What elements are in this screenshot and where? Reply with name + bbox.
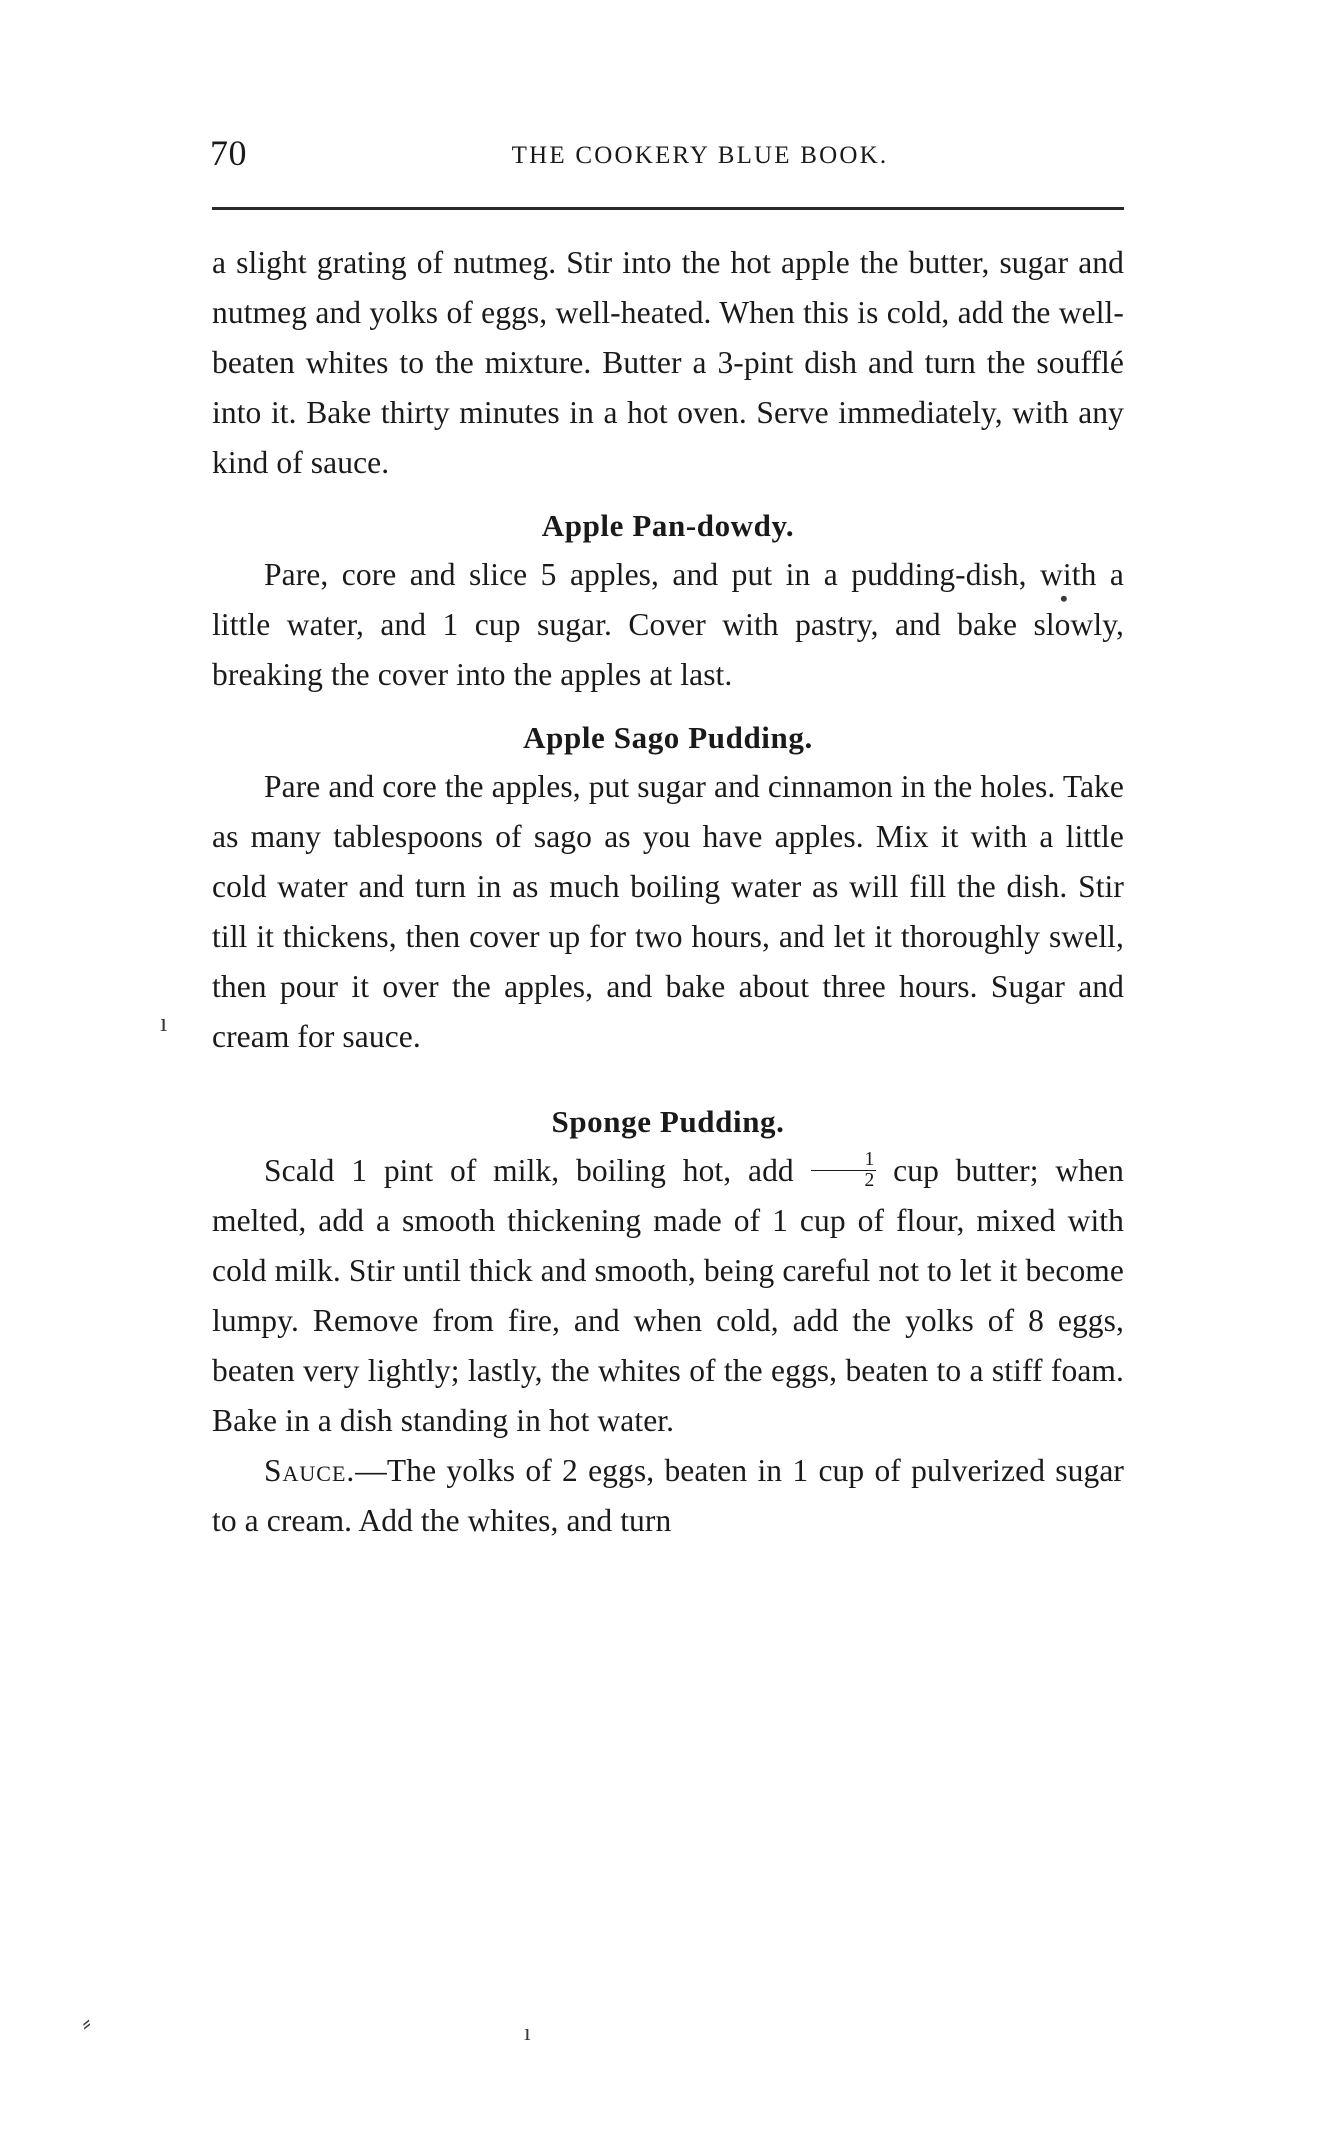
fraction-one-half xyxy=(811,1150,877,1190)
recipe-body-sponge-pudding xyxy=(212,1146,1124,1446)
running-head: THE COOKERY BLUE BOOK. xyxy=(511,142,889,169)
sauce-label: Sauce. xyxy=(264,1453,356,1488)
page-body xyxy=(212,238,1124,1546)
recipe-body-apple-pan-dowdy: Pare, core and slice 5 apples, and put in a pudding-dish, with a little water, and 1 cup sugar. Cover with pastry, and bake slowly, breaking the cover into the apples at last. xyxy=(212,557,1124,692)
sponge-text-part1: Scald 1 pint of milk, boiling hot, add xyxy=(264,1153,794,1188)
margin-mark-bottom-left: ⸗ xyxy=(78,2007,94,2038)
recipe-title-apple-pan-dowdy: Apple Pan-dowdy. xyxy=(541,508,795,543)
header-rule xyxy=(212,207,1124,210)
page-number: 70 xyxy=(210,133,247,173)
recipe-title-apple-sago-pudding: Apple Sago Pudding. xyxy=(523,720,813,755)
margin-mark-bottom-mid: ı xyxy=(524,2020,531,2046)
margin-mark-left: ı xyxy=(160,1008,168,1037)
fraction-numerator: 1 xyxy=(811,1150,877,1171)
sponge-text-part2: cup butter; when melted, add a smooth thickening made of 1 cup of flour, mixed with cold milk. Stir until thick and smooth, being careful not to let it become lumpy. Remove from fire, and when cold, add the yolks of 8 eggs, beaten very lightly; lastly, the whites of the eggs, beaten to a stiff foam. Bake in a dish standing in hot water. xyxy=(212,1153,1124,1438)
page-header xyxy=(210,120,1130,180)
sauce-paragraph xyxy=(212,1446,1124,1546)
sauce-body: —The yolks of 2 eggs, beaten in 1 cup of pulverized sugar to a cream. Add the whites, and turn xyxy=(212,1453,1124,1538)
paragraph-continued: a slight grating of nutmeg. Stir into the hot apple the butter, sugar and nutmeg and yolks of eggs, well-heated. When this is cold, add the well-beaten whites to the mixture. Butter a 3-pint dish and turn the soufflé into it. Bake thirty minutes in a hot oven. Serve immediately, with any kind of sauce. xyxy=(212,245,1124,480)
fraction-denominator: 2 xyxy=(864,1169,875,1191)
recipe-body-apple-sago-pudding: Pare and core the apples, put sugar and cinnamon in the holes. Take as many tablespoons of sago as you have apples. Mix it with a little cold water and turn in as much boiling water as will fill the dish. Stir till it thickens, then cover up for two hours, and let it thoroughly swell, then pour it over the apples, and bake about three hours. Sugar and cream for sauce. xyxy=(212,769,1124,1054)
margin-mark-apostrophe: • xyxy=(1060,586,1068,611)
recipe-title-sponge-pudding: Sponge Pudding. xyxy=(551,1104,785,1139)
